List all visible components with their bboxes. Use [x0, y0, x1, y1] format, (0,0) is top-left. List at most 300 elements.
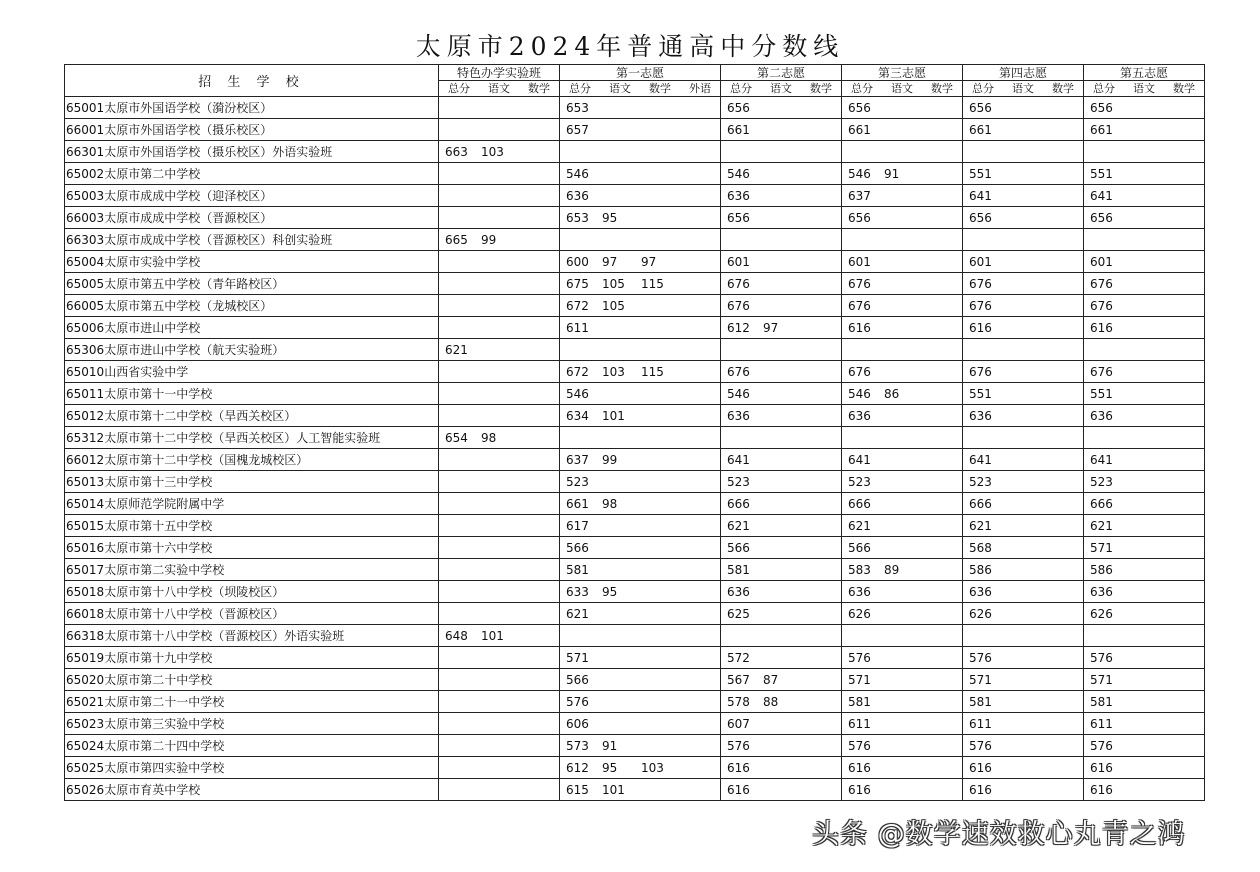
score-value: 621	[848, 518, 871, 533]
score-value: 676	[848, 276, 871, 291]
score-value: 616	[969, 760, 992, 775]
table-row	[65, 97, 1205, 119]
score-value: 103	[602, 364, 625, 379]
school-code: 65002	[66, 167, 105, 181]
score-cell	[963, 625, 1084, 647]
school-cell	[65, 141, 439, 163]
score-cell	[963, 603, 1084, 625]
school-cell	[65, 691, 439, 713]
school-name: 太原市第四实验中学校	[104, 761, 225, 775]
score-value: 663	[445, 144, 468, 159]
score-cell	[560, 515, 721, 537]
score-value: 666	[969, 496, 992, 511]
score-value: 88	[763, 694, 779, 709]
score-cell	[963, 471, 1084, 493]
table-row	[65, 383, 1205, 405]
school-code: 65018	[66, 585, 105, 599]
score-cell	[963, 779, 1084, 801]
score-value: 546	[848, 166, 871, 181]
score-value: 571	[1090, 672, 1113, 687]
score-value: 586	[969, 562, 992, 577]
score-cell	[439, 713, 560, 735]
score-value: 606	[566, 716, 589, 731]
score-value: 551	[1090, 166, 1113, 181]
score-cell	[963, 163, 1084, 185]
score-cell	[560, 97, 721, 119]
school-code: 66018	[66, 607, 105, 621]
score-cell	[842, 339, 963, 361]
score-cell	[963, 405, 1084, 427]
score-value: 95	[602, 760, 618, 775]
school-cell	[65, 339, 439, 361]
sub-header-label: 语文	[1012, 81, 1034, 95]
score-table	[64, 64, 1205, 801]
sub-header-label: 语文	[609, 81, 631, 95]
score-value: 101	[481, 628, 504, 643]
sub-header-group-0	[439, 81, 560, 97]
score-value: 661	[969, 122, 992, 137]
school-name: 太原市第二十一中学校	[104, 695, 225, 709]
score-cell	[439, 559, 560, 581]
score-cell	[560, 471, 721, 493]
table-row	[65, 449, 1205, 471]
score-cell	[1084, 229, 1205, 251]
score-value: 566	[848, 540, 871, 555]
score-cell	[439, 119, 560, 141]
sub-header-group-3	[842, 81, 963, 97]
score-cell	[842, 493, 963, 515]
table-row	[65, 273, 1205, 295]
school-cell	[65, 537, 439, 559]
score-cell	[1084, 339, 1205, 361]
score-value: 661	[727, 122, 750, 137]
score-value: 676	[727, 364, 750, 379]
group-header-special: 特色办学实验班	[439, 65, 560, 81]
score-cell	[721, 383, 842, 405]
score-cell	[439, 163, 560, 185]
school-name: 太原市第十三中学校	[104, 475, 213, 489]
score-cell	[1084, 97, 1205, 119]
score-cell	[1084, 405, 1205, 427]
table-row	[65, 515, 1205, 537]
school-name: 太原市第十六中学校	[104, 541, 213, 555]
score-value: 98	[602, 496, 618, 511]
score-cell	[439, 207, 560, 229]
school-cell	[65, 515, 439, 537]
score-cell	[963, 185, 1084, 207]
school-cell	[65, 603, 439, 625]
school-cell	[65, 163, 439, 185]
sub-header-label: 语文	[891, 81, 913, 95]
score-cell	[721, 295, 842, 317]
score-cell	[842, 537, 963, 559]
score-value: 98	[481, 430, 497, 445]
school-code: 65014	[66, 497, 105, 511]
score-value: 523	[566, 474, 589, 489]
school-code: 65026	[66, 783, 105, 797]
score-cell	[1084, 119, 1205, 141]
score-cell	[842, 559, 963, 581]
score-value: 89	[884, 562, 900, 577]
school-cell	[65, 97, 439, 119]
score-cell	[439, 647, 560, 669]
score-cell	[842, 207, 963, 229]
score-value: 666	[848, 496, 871, 511]
table-row	[65, 603, 1205, 625]
school-code: 65017	[66, 563, 105, 577]
score-value: 601	[1090, 254, 1113, 269]
table-row	[65, 493, 1205, 515]
score-cell	[560, 493, 721, 515]
score-cell	[963, 207, 1084, 229]
score-value: 621	[727, 518, 750, 533]
table-row	[65, 141, 1205, 163]
table-row	[65, 625, 1205, 647]
school-name: 山西省实验中学	[104, 365, 189, 379]
score-cell	[842, 647, 963, 669]
score-cell	[721, 471, 842, 493]
score-cell	[963, 317, 1084, 339]
score-value: 633	[566, 584, 589, 599]
school-cell	[65, 273, 439, 295]
score-value: 581	[969, 694, 992, 709]
school-cell	[65, 405, 439, 427]
score-value: 546	[566, 166, 589, 181]
score-cell	[560, 119, 721, 141]
score-cell	[560, 229, 721, 251]
score-value: 616	[969, 320, 992, 335]
score-value: 641	[969, 452, 992, 467]
school-name: 太原市第十九中学校	[104, 651, 213, 665]
sub-header-label: 语文	[488, 81, 510, 95]
score-value: 576	[848, 650, 871, 665]
score-cell	[842, 317, 963, 339]
school-code: 65016	[66, 541, 105, 555]
school-cell	[65, 559, 439, 581]
school-cell	[65, 471, 439, 493]
school-cell	[65, 449, 439, 471]
score-value: 626	[969, 606, 992, 621]
group-header-choice-3: 第三志愿	[842, 65, 963, 81]
school-cell	[65, 361, 439, 383]
score-value: 616	[727, 782, 750, 797]
score-cell	[963, 97, 1084, 119]
score-cell	[1084, 295, 1205, 317]
sub-header-label: 数学	[810, 81, 832, 95]
score-value: 634	[566, 408, 589, 423]
score-cell	[721, 559, 842, 581]
score-value: 601	[969, 254, 992, 269]
score-value: 672	[566, 364, 589, 379]
score-value: 616	[1090, 320, 1113, 335]
score-value: 666	[1090, 496, 1113, 511]
table-row	[65, 185, 1205, 207]
score-value: 641	[727, 452, 750, 467]
score-cell	[560, 383, 721, 405]
school-name: 太原市第二中学校	[104, 167, 201, 181]
school-name: 太原市第十五中学校	[104, 519, 213, 533]
school-name: 太原市进山中学校（航天实验班）	[104, 343, 285, 357]
score-cell	[721, 735, 842, 757]
score-value: 566	[566, 672, 589, 687]
score-cell	[439, 339, 560, 361]
school-name: 太原市第十八中学校（坝陵校区）	[104, 585, 285, 599]
score-value: 581	[566, 562, 589, 577]
score-cell	[842, 251, 963, 273]
score-cell	[842, 625, 963, 647]
score-value: 636	[848, 408, 871, 423]
page-title: 太原市2024年普通高中分数线	[415, 32, 845, 61]
school-code: 65021	[66, 695, 105, 709]
score-cell	[560, 405, 721, 427]
score-value: 95	[602, 210, 618, 225]
score-value: 621	[969, 518, 992, 533]
score-value: 653	[566, 210, 589, 225]
school-name: 太原市第十二中学校（旱西关校区）	[104, 409, 297, 423]
score-value: 611	[969, 716, 992, 731]
score-value: 105	[602, 276, 625, 291]
score-cell	[439, 185, 560, 207]
score-value: 576	[969, 650, 992, 665]
score-value: 571	[566, 650, 589, 665]
score-cell	[842, 229, 963, 251]
score-value: 648	[445, 628, 468, 643]
score-cell	[560, 625, 721, 647]
score-value: 661	[1090, 122, 1113, 137]
school-name: 太原市第十八中学校（晋源校区）	[104, 607, 285, 621]
score-cell	[560, 163, 721, 185]
score-cell	[1084, 427, 1205, 449]
score-value: 641	[969, 188, 992, 203]
score-value: 676	[1090, 276, 1113, 291]
score-cell	[721, 405, 842, 427]
school-code: 65003	[66, 189, 105, 203]
score-cell	[721, 625, 842, 647]
score-value: 661	[566, 496, 589, 511]
score-cell	[439, 383, 560, 405]
score-cell	[842, 449, 963, 471]
score-cell	[439, 141, 560, 163]
score-cell	[560, 339, 721, 361]
score-value: 101	[602, 408, 625, 423]
school-cell	[65, 427, 439, 449]
sub-header-label: 外语	[689, 81, 711, 95]
score-value: 571	[848, 672, 871, 687]
school-cell	[65, 185, 439, 207]
score-value: 568	[969, 540, 992, 555]
score-cell	[1084, 449, 1205, 471]
score-value: 612	[727, 320, 750, 335]
score-cell	[963, 757, 1084, 779]
score-value: 637	[848, 188, 871, 203]
school-name: 太原市第十二中学校（旱西关校区）人工智能实验班	[104, 431, 381, 445]
score-value: 576	[727, 738, 750, 753]
school-code: 65010	[66, 365, 105, 379]
score-cell	[439, 515, 560, 537]
score-cell	[963, 361, 1084, 383]
school-name: 太原市第二十四中学校	[104, 739, 225, 753]
score-value: 576	[566, 694, 589, 709]
score-value: 612	[566, 760, 589, 775]
score-value: 657	[566, 122, 589, 137]
score-value: 523	[969, 474, 992, 489]
school-name: 太原市第二实验中学校	[104, 563, 225, 577]
score-cell	[963, 537, 1084, 559]
score-cell	[560, 757, 721, 779]
score-cell	[439, 251, 560, 273]
sub-header-label: 总分	[851, 81, 873, 95]
table-row	[65, 779, 1205, 801]
score-cell	[963, 713, 1084, 735]
score-value: 621	[566, 606, 589, 621]
school-cell	[65, 669, 439, 691]
score-cell	[842, 163, 963, 185]
score-value: 99	[481, 232, 497, 247]
score-cell	[1084, 273, 1205, 295]
score-value: 523	[1090, 474, 1113, 489]
score-cell	[721, 97, 842, 119]
score-value: 523	[727, 474, 750, 489]
score-cell	[1084, 185, 1205, 207]
score-cell	[1084, 691, 1205, 713]
score-value: 91	[602, 738, 618, 753]
score-value: 607	[727, 716, 750, 731]
score-value: 571	[969, 672, 992, 687]
score-cell	[439, 295, 560, 317]
score-cell	[560, 559, 721, 581]
score-cell	[560, 713, 721, 735]
score-value: 676	[1090, 364, 1113, 379]
score-value: 611	[1090, 716, 1113, 731]
score-cell	[560, 581, 721, 603]
score-value: 676	[727, 298, 750, 313]
score-cell	[842, 669, 963, 691]
score-value: 97	[763, 320, 779, 335]
score-cell	[1084, 493, 1205, 515]
score-cell	[963, 669, 1084, 691]
sub-header-label: 总分	[1093, 81, 1115, 95]
score-value: 87	[763, 672, 779, 687]
sub-header-label: 数学	[1052, 81, 1074, 95]
sub-header-group-1	[560, 81, 721, 97]
school-code: 65004	[66, 255, 105, 269]
table-row	[65, 471, 1205, 493]
score-value: 636	[727, 408, 750, 423]
school-code: 66003	[66, 211, 105, 225]
school-cell	[65, 581, 439, 603]
table-row	[65, 405, 1205, 427]
table-row	[65, 735, 1205, 757]
score-cell	[721, 163, 842, 185]
table-row	[65, 559, 1205, 581]
sub-header-label: 总分	[569, 81, 591, 95]
school-code: 65025	[66, 761, 105, 775]
table-row	[65, 691, 1205, 713]
score-value: 615	[566, 782, 589, 797]
school-name: 太原师范学院附属中学	[104, 497, 225, 511]
score-value: 616	[848, 320, 871, 335]
score-value: 566	[566, 540, 589, 555]
score-cell	[560, 691, 721, 713]
sub-header-label: 总分	[972, 81, 994, 95]
score-value: 567	[727, 672, 750, 687]
score-cell	[439, 625, 560, 647]
school-code: 66012	[66, 453, 105, 467]
score-value: 656	[848, 210, 871, 225]
score-cell	[1084, 207, 1205, 229]
score-cell	[963, 449, 1084, 471]
school-cell	[65, 713, 439, 735]
sub-header-label: 数学	[528, 81, 550, 95]
score-value: 581	[1090, 694, 1113, 709]
score-value: 115	[641, 276, 664, 291]
score-cell	[721, 141, 842, 163]
score-cell	[721, 537, 842, 559]
score-value: 676	[848, 364, 871, 379]
score-cell	[1084, 361, 1205, 383]
score-cell	[842, 603, 963, 625]
school-cell	[65, 251, 439, 273]
score-cell	[1084, 603, 1205, 625]
score-cell	[842, 713, 963, 735]
score-cell	[439, 581, 560, 603]
score-value: 611	[848, 716, 871, 731]
score-value: 576	[1090, 738, 1113, 753]
score-cell	[439, 493, 560, 515]
score-value: 583	[848, 562, 871, 577]
score-cell	[439, 427, 560, 449]
score-cell	[439, 471, 560, 493]
score-cell	[721, 493, 842, 515]
score-cell	[963, 119, 1084, 141]
score-value: 611	[566, 320, 589, 335]
score-cell	[721, 273, 842, 295]
score-cell	[721, 757, 842, 779]
score-value: 578	[727, 694, 750, 709]
score-cell	[963, 559, 1084, 581]
score-cell	[842, 757, 963, 779]
score-cell	[721, 207, 842, 229]
school-cell	[65, 493, 439, 515]
score-cell	[560, 647, 721, 669]
table-row	[65, 163, 1205, 185]
score-value: 523	[848, 474, 871, 489]
score-cell	[721, 669, 842, 691]
school-name: 太原市外国语学校（摄乐校区）	[104, 123, 273, 137]
score-value: 656	[848, 100, 871, 115]
score-value: 546	[727, 166, 750, 181]
school-name: 太原市外国语学校（漪汾校区）	[104, 101, 273, 115]
score-value: 586	[1090, 562, 1113, 577]
table-row	[65, 669, 1205, 691]
score-value: 656	[969, 210, 992, 225]
score-value: 653	[566, 100, 589, 115]
score-value: 572	[727, 650, 750, 665]
table-row	[65, 229, 1205, 251]
score-value: 676	[969, 276, 992, 291]
score-value: 86	[884, 386, 900, 401]
score-cell	[1084, 515, 1205, 537]
score-value: 91	[884, 166, 900, 181]
score-value: 581	[727, 562, 750, 577]
table-row	[65, 207, 1205, 229]
score-cell	[842, 185, 963, 207]
table-row	[65, 251, 1205, 273]
score-cell	[439, 691, 560, 713]
school-code: 65023	[66, 717, 105, 731]
school-name: 太原市第五中学校（青年路校区）	[104, 277, 285, 291]
score-value: 666	[727, 496, 750, 511]
